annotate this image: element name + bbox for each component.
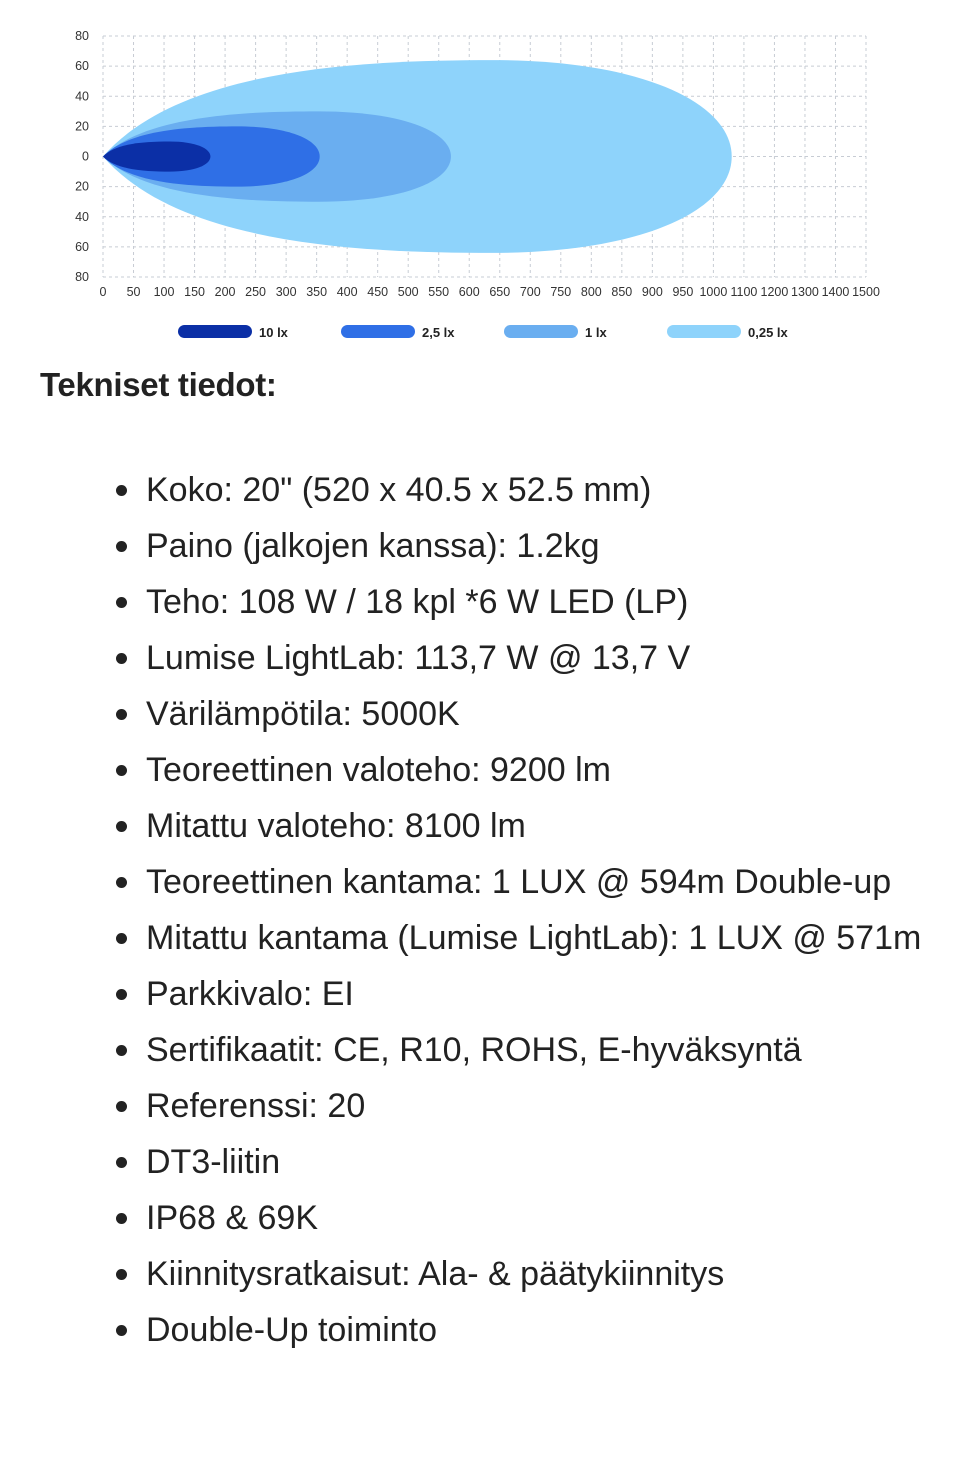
y-tick-label: 40 — [75, 89, 89, 104]
spec-item-text: IP68 & 69K — [146, 1199, 319, 1237]
x-tick-label: 150 — [184, 285, 205, 299]
spec-item — [146, 966, 926, 1022]
spec-item-text: Paino (jalkojen kanssa): 1.2kg — [146, 527, 600, 565]
bullet-icon — [116, 653, 127, 664]
x-tick-label: 1000 — [699, 285, 728, 299]
x-tick-label: 1100 — [730, 285, 758, 299]
bullet-icon — [116, 541, 127, 552]
spec-item — [146, 1190, 926, 1246]
bullet-icon — [116, 1269, 127, 1280]
legend-label: 0,25 lx — [748, 325, 788, 340]
spec-item — [146, 462, 926, 518]
legend-label: 2,5 lx — [422, 325, 455, 340]
x-tick-label: 800 — [580, 285, 602, 299]
x-tick-label: 350 — [306, 285, 328, 299]
spec-item-text: Lumise LightLab: 113,7 W @ 13,7 V — [146, 639, 691, 677]
spec-item — [146, 518, 926, 574]
bullet-icon — [116, 1213, 127, 1224]
x-tick-label: 1500 — [852, 285, 880, 299]
x-tick-label: 550 — [428, 285, 450, 299]
spec-item — [146, 798, 926, 854]
x-tick-label: 100 — [153, 285, 175, 299]
spec-item-text: Teoreettinen kantama: 1 LUX @ 594m Double-up — [146, 863, 892, 901]
y-tick-label: 20 — [75, 119, 89, 134]
x-tick-label: 50 — [126, 285, 141, 299]
x-tick-label: 750 — [550, 285, 572, 299]
bullet-icon — [116, 1157, 127, 1168]
x-tick-label: 1300 — [791, 285, 819, 299]
bullet-icon — [116, 1045, 127, 1056]
specs-heading: Tekniset tiedot: — [40, 366, 277, 403]
bullet-icon — [116, 1325, 127, 1336]
x-tick-label: 300 — [275, 285, 297, 299]
bullet-icon — [116, 989, 127, 1000]
x-tick-label: 500 — [397, 285, 419, 299]
bullet-icon — [116, 933, 127, 944]
beam-pattern-chart — [60, 18, 920, 363]
bullet-icon — [116, 877, 127, 888]
spec-item-text: Mitattu kantama (Lumise LightLab): 1 LUX @ 571m — [146, 919, 922, 957]
spec-item-text: Mitattu valoteho: 8100 lm — [146, 807, 526, 845]
x-tick-label: 250 — [245, 285, 267, 299]
spec-item-text: Koko: 20" (520 x 40.5 x 52.5 mm) — [146, 471, 652, 509]
spec-item — [146, 1022, 926, 1078]
legend-swatch — [667, 325, 741, 338]
bullet-icon — [116, 821, 127, 832]
legend-swatch — [341, 325, 415, 338]
spec-item-text: Parkkivalo: EI — [146, 975, 354, 1013]
specs-list — [146, 462, 926, 1358]
spec-item-text: Teho: 108 W / 18 kpl *6 W LED (LP) — [146, 583, 689, 621]
bullet-icon — [116, 485, 127, 496]
bullet-icon — [116, 1101, 127, 1112]
beam-chart-svg — [60, 18, 920, 363]
x-tick-label: 0 — [99, 285, 107, 299]
spec-item-text: Double-Up toiminto — [146, 1311, 438, 1349]
spec-item — [146, 1302, 926, 1358]
x-tick-label: 850 — [611, 285, 633, 299]
x-tick-label: 1400 — [821, 285, 850, 299]
legend-swatch — [178, 325, 252, 338]
y-tick-label: 40 — [75, 209, 89, 224]
x-tick-label: 1200 — [760, 285, 789, 299]
y-tick-label: 20 — [75, 179, 89, 194]
x-tick-label: 650 — [489, 285, 511, 299]
spec-item — [146, 686, 926, 742]
x-tick-label: 700 — [519, 285, 541, 299]
spec-item-text: Värilämpötila: 5000K — [146, 695, 460, 733]
spec-item-text: Kiinnitysratkaisut: Ala- & päätykiinnitys — [146, 1255, 725, 1293]
y-tick-label: 0 — [82, 149, 89, 164]
spec-item-text: Sertifikaatit: CE, R10, ROHS, E-hyväksyntä — [146, 1031, 802, 1069]
legend-label: 10 lx — [259, 325, 288, 340]
spec-item — [146, 630, 926, 686]
y-tick-label: 60 — [75, 59, 89, 74]
y-tick-label: 80 — [75, 270, 89, 284]
bullet-icon — [116, 765, 127, 776]
spec-item-text: Teoreettinen valoteho: 9200 lm — [146, 751, 611, 789]
y-tick-label: 60 — [75, 239, 89, 254]
y-tick-label: 80 — [75, 29, 89, 43]
spec-item — [146, 742, 926, 798]
spec-item-text: DT3-liitin — [146, 1143, 281, 1181]
x-tick-label: 200 — [214, 285, 236, 299]
bullet-icon — [116, 709, 127, 720]
x-tick-label: 950 — [672, 285, 694, 299]
spec-item — [146, 1246, 926, 1302]
spec-item-text: Referenssi: 20 — [146, 1087, 366, 1125]
spec-item — [146, 1134, 926, 1190]
x-tick-label: 600 — [458, 285, 480, 299]
legend-label: 1 lx — [585, 325, 607, 340]
legend-swatch — [504, 325, 578, 338]
x-tick-label: 450 — [367, 285, 389, 299]
x-tick-label: 400 — [336, 285, 358, 299]
bullet-icon — [116, 597, 127, 608]
x-tick-label: 900 — [641, 285, 663, 299]
spec-item — [146, 910, 926, 966]
spec-item — [146, 574, 926, 630]
spec-item — [146, 854, 926, 910]
spec-item — [146, 1078, 926, 1134]
